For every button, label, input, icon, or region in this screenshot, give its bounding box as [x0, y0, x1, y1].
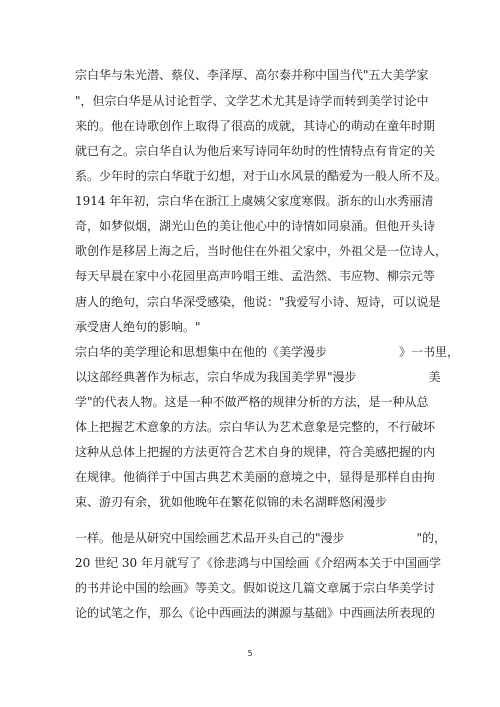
text-line: 一样。他是从研究中国绘画艺术品开头自己的"漫步 "的， — [75, 531, 447, 545]
text-line: 歌创作是移居上海之后，当时他住在外祖父家中，外祖父是一位诗人， — [75, 244, 448, 258]
text-line: 系。少年时的宗白华耽于幻想，对于山水风景的酷爱为一般人所不及。 — [75, 169, 448, 183]
text-line: 每天早晨在家中小花园里高声吟唱王维、孟浩然、韦应物、柳宗元等 — [75, 269, 436, 283]
text-line: 唐人的绝句，宗白华深受感染，他说："我爱写小诗、短诗，可以说是 — [75, 295, 441, 309]
text-line: 体上把握艺术意象的方法。宗白华认为艺术意象是完整的，不行破坏 — [75, 420, 436, 434]
text-line: 1914 年年初，宗白华在浙江上虞姨父家度寒假。浙东的山水秀丽清 — [75, 194, 434, 208]
text-line: 在规律。他徜徉于中国古典艺术美丽的意境之中，显得是那样自由拘 — [75, 470, 436, 484]
text-line: 就已有之。宗白华自认为他后来写诗同年幼时的性情特点有肯定的关 — [75, 144, 436, 158]
text-line: 的书并论中国的绘画》等美文。假如说这几篇文章属于宗白华美学讨 — [75, 581, 436, 595]
text-line: 论的试笔之作，那么《论中西画法的渊源与基础》中西画法所表现的 — [75, 606, 436, 620]
text-line: 学"的代表人物。这是一种不做严格的规律分析的方法，是一种从总 — [75, 395, 429, 409]
text-line: 宗白华与朱光潜、蔡仪、李泽厚、高尔泰并称中国当代"五大美学家 — [75, 68, 429, 82]
text-line: "，但宗白华是从讨论哲学、文学艺术尤其是诗学而转到美学讨论中 — [75, 94, 429, 108]
text-line: 以这部经典著作为标志，宗白华成为我国美学界"漫步 美 — [75, 370, 441, 384]
page-number: 5 — [247, 649, 253, 658]
text-line: 束、游刃有余，犹如他晚年在繁花似锦的未名湖畔悠闲漫步 — [75, 495, 388, 509]
text-line: 这种从总体上把握的方法更符合艺术自身的规律，符合美感把握的内 — [75, 445, 436, 459]
text-line: 20 世纪 30 年月就写了《徐悲鸿与中国绘画《介绍两本关于中国画学 — [75, 556, 441, 570]
text-line: 来的。他在诗歌创作上取得了很高的成就，其诗心的萌动在童年时期 — [75, 119, 436, 133]
text-line: 奇，如梦似烟，湖光山色的美让他心中的诗情如同泉涌。但他开头诗 — [75, 219, 436, 233]
text-line: 承受唐人绝句的影响。" — [75, 320, 201, 334]
text-line: 宗白华的美学理论和思想集中在他的《美学漫步 》一书里， — [75, 345, 460, 359]
